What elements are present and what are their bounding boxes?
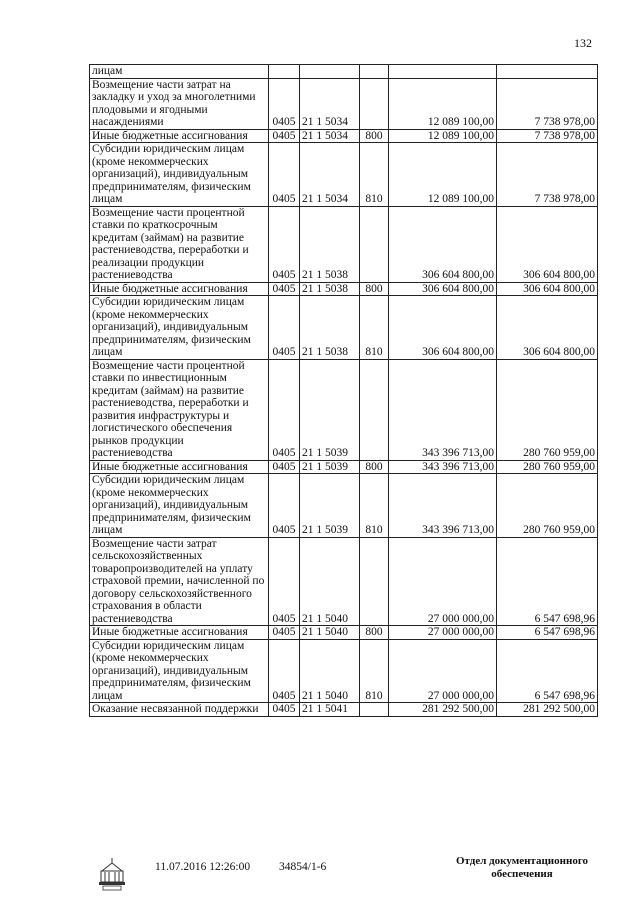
document-number: 34854/1-6 <box>279 861 327 873</box>
table-row <box>90 474 598 538</box>
table-row <box>90 460 598 474</box>
row-vr-cell <box>360 537 389 626</box>
row-vr-cell <box>360 359 389 460</box>
row-section-cell: 0405 <box>269 474 300 538</box>
row-amount-executed-cell: 306 604 800,00 <box>497 206 598 282</box>
row-section-cell: 0405 <box>269 359 300 460</box>
row-name-cell: Иные бюджетные ассигнования <box>90 282 269 296</box>
row-name-cell: Иные бюджетные ассигнования <box>90 460 269 474</box>
table-row <box>90 359 598 460</box>
row-vr-cell <box>360 703 389 717</box>
row-name-cell: Субсидии юридическим лицам (кроме некоммерческих организаций), индивидуальным предпринимателям, физическим лицам <box>90 143 269 207</box>
row-amount-executed-cell: 306 604 800,00 <box>497 282 598 296</box>
row-amount-planned-cell: 306 604 800,00 <box>389 282 497 296</box>
row-name-cell: Иные бюджетные ассигнования <box>90 626 269 640</box>
row-amount-executed-cell: 6 547 698,96 <box>497 639 598 703</box>
row-name-cell: лицам <box>90 65 269 79</box>
table-row <box>90 639 598 703</box>
row-name-cell: Возмещение части затрат сельскохозяйственных товаропроизводителей на уплату страховой премии, начисленной по договору сельскохозяйственного страхования в области растениеводства <box>90 537 269 626</box>
row-amount-executed-cell: 6 547 698,96 <box>497 626 598 640</box>
row-section-cell: 0405 <box>269 639 300 703</box>
row-csr-cell <box>300 65 360 79</box>
row-amount-planned-cell: 12 089 100,00 <box>389 129 497 143</box>
table-row <box>90 537 598 626</box>
row-csr-cell: 21 1 5041 <box>300 703 360 717</box>
row-vr-cell: 800 <box>360 282 389 296</box>
row-vr-cell: 800 <box>360 626 389 640</box>
duma-building-icon <box>97 858 127 892</box>
row-csr-cell: 21 1 5039 <box>300 474 360 538</box>
row-name-cell: Субсидии юридическим лицам (кроме некоммерческих организаций), индивидуальным предпринимателям, физическим лицам <box>90 296 269 360</box>
row-name-cell: Иные бюджетные ассигнования <box>90 129 269 143</box>
page-footer <box>0 855 640 898</box>
row-section-cell: 0405 <box>269 626 300 640</box>
row-csr-cell: 21 1 5034 <box>300 78 360 129</box>
row-amount-executed-cell: 280 760 959,00 <box>497 474 598 538</box>
row-vr-cell <box>360 65 389 79</box>
row-amount-planned-cell: 12 089 100,00 <box>389 78 497 129</box>
row-amount-planned-cell: 281 292 500,00 <box>389 703 497 717</box>
row-amount-executed-cell: 7 738 978,00 <box>497 129 598 143</box>
row-name-cell: Субсидии юридическим лицам (кроме некоммерческих организаций), индивидуальным предпринимателям, физическим лицам <box>90 474 269 538</box>
table-row <box>90 282 598 296</box>
row-vr-cell <box>360 206 389 282</box>
row-section-cell: 0405 <box>269 703 300 717</box>
row-section-cell: 0405 <box>269 296 300 360</box>
print-timestamp: 11.07.2016 12:26:00 <box>155 861 251 873</box>
row-vr-cell: 800 <box>360 129 389 143</box>
row-amount-executed-cell: 7 738 978,00 <box>497 143 598 207</box>
row-amount-executed-cell: 7 738 978,00 <box>497 78 598 129</box>
row-section-cell <box>269 65 300 79</box>
row-section-cell: 0405 <box>269 129 300 143</box>
department-stamp: Отдел документационного обеспечения <box>455 855 589 880</box>
budget-table <box>89 64 598 717</box>
table-row <box>90 296 598 360</box>
row-amount-planned-cell: 343 396 713,00 <box>389 359 497 460</box>
row-section-cell: 0405 <box>269 537 300 626</box>
row-amount-planned-cell: 27 000 000,00 <box>389 626 497 640</box>
row-csr-cell: 21 1 5034 <box>300 143 360 207</box>
row-vr-cell: 810 <box>360 296 389 360</box>
row-amount-planned-cell: 343 396 713,00 <box>389 460 497 474</box>
row-csr-cell: 21 1 5038 <box>300 296 360 360</box>
row-csr-cell: 21 1 5040 <box>300 639 360 703</box>
row-name-cell: Возмещение части процентной ставки по краткосрочным кредитам (займам) на развитие растениеводства, переработки и реализации продукции растениеводства <box>90 206 269 282</box>
row-vr-cell: 800 <box>360 460 389 474</box>
row-section-cell: 0405 <box>269 206 300 282</box>
row-name-cell: Возмещение части процентной ставки по инвестиционным кредитам (займам) на развитие растениеводства, переработки и развития инфраструктуры и логистического обеспечения рынков продукции растениеводства <box>90 359 269 460</box>
row-vr-cell: 810 <box>360 474 389 538</box>
table-row <box>90 65 598 79</box>
row-amount-executed-cell: 281 292 500,00 <box>497 703 598 717</box>
row-vr-cell: 810 <box>360 143 389 207</box>
row-section-cell: 0405 <box>269 460 300 474</box>
row-csr-cell: 21 1 5040 <box>300 537 360 626</box>
row-section-cell: 0405 <box>269 282 300 296</box>
row-amount-planned-cell <box>389 65 497 79</box>
row-amount-planned-cell: 306 604 800,00 <box>389 206 497 282</box>
row-amount-executed-cell: 280 760 959,00 <box>497 460 598 474</box>
row-vr-cell: 810 <box>360 639 389 703</box>
row-amount-planned-cell: 12 089 100,00 <box>389 143 497 207</box>
row-csr-cell: 21 1 5038 <box>300 206 360 282</box>
row-vr-cell <box>360 78 389 129</box>
row-csr-cell: 21 1 5039 <box>300 460 360 474</box>
row-amount-planned-cell: 27 000 000,00 <box>389 639 497 703</box>
row-name-cell: Оказание несвязанной поддержки <box>90 703 269 717</box>
table-row <box>90 703 598 717</box>
row-amount-planned-cell: 306 604 800,00 <box>389 296 497 360</box>
row-section-cell: 0405 <box>269 143 300 207</box>
row-amount-planned-cell: 27 000 000,00 <box>389 537 497 626</box>
row-amount-planned-cell: 343 396 713,00 <box>389 474 497 538</box>
row-csr-cell: 21 1 5034 <box>300 129 360 143</box>
row-amount-executed-cell: 6 547 698,96 <box>497 537 598 626</box>
table-row <box>90 129 598 143</box>
table-row <box>90 206 598 282</box>
page-number: 132 <box>574 36 592 50</box>
row-csr-cell: 21 1 5040 <box>300 626 360 640</box>
row-name-cell: Субсидии юридическим лицам (кроме некоммерческих организаций), индивидуальным предпринимателям, физическим лицам <box>90 639 269 703</box>
row-csr-cell: 21 1 5038 <box>300 282 360 296</box>
row-name-cell: Возмещение части затрат на закладку и уход за многолетними плодовыми и ягодными насаждениями <box>90 78 269 129</box>
row-csr-cell: 21 1 5039 <box>300 359 360 460</box>
table-row <box>90 626 598 640</box>
table-row <box>90 143 598 207</box>
table-row <box>90 78 598 129</box>
row-amount-executed-cell: 306 604 800,00 <box>497 296 598 360</box>
row-amount-executed-cell <box>497 65 598 79</box>
row-section-cell: 0405 <box>269 78 300 129</box>
row-amount-executed-cell: 280 760 959,00 <box>497 359 598 460</box>
